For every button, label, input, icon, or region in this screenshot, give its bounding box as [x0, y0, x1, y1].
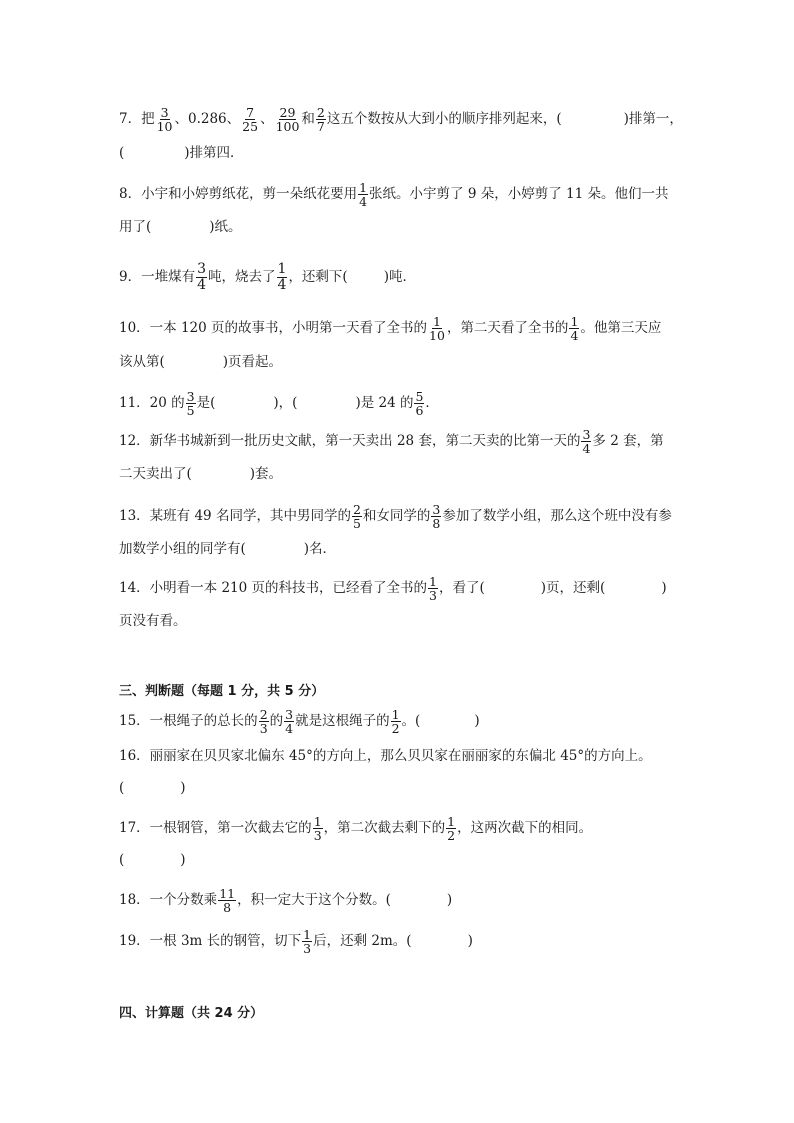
question-14-line-1: 14．小明看一本 210 页的科技书，已经看了全书的 $\frac{1}{3}$ ，看了( )页，还剩( ): [119, 574, 667, 603]
fraction: $\frac{3}{5}$: [186, 389, 195, 418]
fraction: $\frac{3}{4}$: [582, 427, 591, 456]
question-9-line-1: 9．一堆煤有 $\frac{3}{4}$ 吨，烧去了 $\frac{1}{4}$ ，还剩下( )吨．: [119, 261, 416, 293]
question-10-line-1: 10．一本 120 页的故事书，小明第一天看了全书的 $\frac{1}{10}$ ，第二天看了全书的 $\frac{1}{4}$ 。他第三天应: [119, 314, 662, 343]
section-heading-judgement: 三、判断题（每题 1 分，共 5 分）: [119, 684, 325, 699]
fraction: $\frac{2}{7}$: [316, 105, 325, 134]
question-15-line-1: 15．一根绳子的总长的 $\frac{2}{3}$ 的 $\frac{3}{4}$ 就是这根绳子的 $\frac{1}{2}$ 。( ): [119, 707, 480, 736]
question-13-line-1: 13．某班有 49 名同学，其中男同学的 $\frac{2}{5}$ 和女同学的 $\frac{3}{8}$ 参加了数学小组，那么这个班中没有参: [119, 502, 672, 531]
fraction: $\frac{7}{25}$: [242, 105, 259, 134]
fraction: $\frac{1}{4}$: [570, 314, 579, 343]
question-17-line-2: ( ): [119, 852, 186, 868]
fraction: $\frac{1}{3}$: [429, 574, 437, 603]
fraction: $\frac{29}{100}$: [275, 105, 300, 134]
fraction: $\frac{11}{8}$: [219, 886, 236, 915]
question-19-line-1: 19．一根 3m 长的钢管，切下 $\frac{1}{3}$ 后，还剩 2m。( ): [119, 927, 473, 956]
fraction: $\frac{1}{3}$: [313, 814, 322, 843]
question-12-line-1: 12．新华书城新到一批历史文献，第一天卖出 28 套，第二天卖的比第一天的 $\frac{3}{4}$ 多 2 套，第: [119, 427, 664, 456]
fraction: $\frac{3}{4}$: [197, 261, 207, 293]
question-11-line-1: 11．20 的 $\frac{3}{5}$ 是( )，( )是 24 的 $\frac{5}{6}$ ．: [119, 389, 439, 418]
question-10-line-2: 该从第( )页看起。: [119, 354, 283, 370]
question-18-line-1: 18．一个分数乘 $\frac{11}{8}$ ，积一定大于这个分数。( ): [119, 886, 453, 915]
fraction: $\frac{3}{8}$: [432, 502, 441, 531]
question-7-line-1: 7．把 $\frac{3}{10}$ 、0.286、 $\frac{7}{25}$ 、 $\frac{29}{100}$ 和 $\frac{2}{7}$ 这五个数按从大到小的顺序排列起来，( )排第一，: [119, 105, 683, 134]
question-16-line-1: 16．丽丽家在贝贝家北偏东 45°的方向上，那么贝贝家在丽丽家的东偏北 45°的方向上。: [119, 748, 652, 764]
fraction: $\frac{1}{2}$: [447, 814, 456, 843]
fraction: $\frac{3}{4}$: [285, 707, 294, 736]
fraction: $\frac{1}{2}$: [391, 707, 400, 736]
fraction: $\frac{1}{4}$: [277, 261, 287, 293]
question-13-line-2: 加数学小组的同学有( )名．: [119, 541, 337, 557]
question-7-line-2: ( )排第四．: [119, 145, 244, 161]
fraction: $\frac{3}{10}$: [156, 105, 173, 134]
question-17-line-1: 17．一根钢管，第一次截去它的 $\frac{1}{3}$ ，第二次截去剩下的 $\frac{1}{2}$ ，这两次截下的相同。: [119, 814, 593, 843]
fraction: $\frac{1}{3}$: [303, 927, 312, 956]
question-12-line-2: 二天卖出了( )套。: [119, 466, 283, 482]
question-16-line-2: ( ): [119, 780, 186, 796]
section-heading-calculation: 四、计算题（共 24 分）: [119, 1006, 264, 1021]
question-8-line-1: 8．小宇和小婷剪纸花，剪一朵纸花要用 $\frac{1}{4}$ 张纸。小宇剪了 9 朵，小婷剪了 11 朵。他们一共: [119, 180, 669, 209]
fraction: $\frac{2}{5}$: [352, 502, 361, 531]
fraction: $\frac{1}{10}$: [429, 314, 445, 343]
fraction: $\frac{5}{6}$: [415, 389, 424, 418]
fraction: $\frac{1}{4}$: [359, 180, 368, 209]
fraction: $\frac{2}{3}$: [259, 707, 268, 736]
question-8-line-2: 用了( )纸。: [119, 219, 242, 235]
question-14-line-2: 页没有看。: [119, 613, 187, 629]
